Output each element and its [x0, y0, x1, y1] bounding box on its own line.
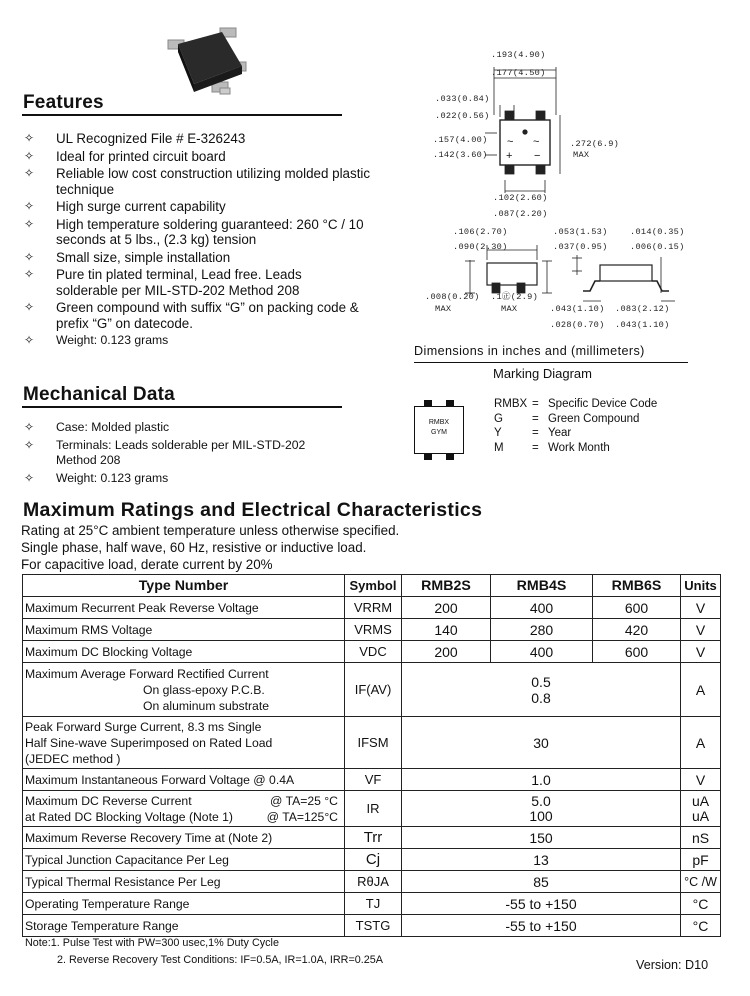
dim-text: .022(0.56): [435, 111, 490, 121]
table-cell: Maximum DC Reverse Current @ TA=25 °C at Rated DC Blocking Voltage (Note 1) @ TA=125°C: [23, 791, 345, 827]
table-cell: Operating Temperature Range: [23, 893, 345, 915]
mechanical-list: [22, 420, 342, 488]
table-cell: TJ: [345, 893, 402, 915]
chip-marking-line1: RMBX: [428, 419, 450, 426]
table-cell: 600: [593, 641, 681, 663]
feature-item: ✧ Reliable low cost construction utilizing molded plastic technique: [24, 166, 371, 197]
table-row: [23, 717, 721, 769]
table-cell: 5.0 100: [402, 791, 681, 827]
dim-text: .008(0.20): [425, 292, 480, 302]
table-cell: RθJA: [345, 871, 402, 893]
table-row: [23, 619, 721, 641]
col-header: RMB6S: [593, 575, 681, 597]
table-cell: Peak Forward Surge Current, 8.3 ms Single Half Sine-wave Superimposed on Rated Load (JEDEC method ): [23, 717, 345, 769]
col-header: Type Number: [23, 575, 345, 597]
dim-text: .157(4.00): [433, 135, 488, 145]
diamond-bullet-icon: ✧: [24, 420, 35, 434]
table-cell: °C: [681, 915, 721, 937]
table-cell: 400: [491, 597, 593, 619]
col-header: Units: [681, 575, 721, 597]
svg-text:~: ~: [533, 136, 540, 148]
table-cell: uA uA: [681, 791, 721, 827]
diamond-bullet-icon: ✧: [24, 166, 35, 180]
table-cell: IR: [345, 791, 402, 827]
table-cell: Cj: [345, 849, 402, 871]
legend-row: RMBX = Specific Device Code: [494, 398, 658, 410]
table-cell: Maximum DC Blocking Voltage: [23, 641, 345, 663]
dim-text: .177(4.50): [491, 68, 546, 78]
table-cell: 420: [593, 619, 681, 641]
table-cell: IF(AV): [345, 663, 402, 717]
product-photo: [160, 22, 260, 100]
table-cell: 1.0: [402, 769, 681, 791]
table-cell: Maximum Recurrent Peak Reverse Voltage: [23, 597, 345, 619]
table-cell: V: [681, 769, 721, 791]
version-label: Version: D10: [636, 958, 709, 972]
dimensions-caption-rule: [414, 362, 688, 363]
diamond-bullet-icon: ✧: [24, 437, 35, 452]
marking-legend: [494, 397, 657, 455]
table-cell: A: [681, 663, 721, 717]
svg-text:~: ~: [507, 136, 514, 148]
table-cell: 280: [491, 619, 593, 641]
table-cell: 150: [402, 827, 681, 849]
dim-text: MAX: [573, 150, 590, 160]
table-row: [23, 871, 721, 893]
condition-line: For capacitive load, derate current by 20%: [21, 557, 273, 572]
note-1: Note:1. Pulse Test with PW=300 usec,1% Duty Cycle: [25, 937, 279, 949]
marking-chip: [414, 400, 464, 460]
dim-text: .043(1.10): [550, 304, 605, 314]
table-cell: Typical Junction Capacitance Per Leg: [23, 849, 345, 871]
dim-text: .193(4.90): [491, 50, 546, 60]
ratings-title: Maximum Ratings and Electrical Characteristics: [23, 499, 483, 521]
dim-text: .1㊣(2.9): [491, 292, 539, 302]
table-cell: 0.5 0.8: [402, 663, 681, 717]
table-cell: A: [681, 717, 721, 769]
table-cell: nS: [681, 827, 721, 849]
dim-text: .087(2.20): [493, 209, 548, 219]
mechanical-item: ✧ Weight: 0.123 grams: [24, 470, 169, 485]
table-cell: TSTG: [345, 915, 402, 937]
table-cell: pF: [681, 849, 721, 871]
dim-text: .272(6.9): [570, 139, 620, 149]
table-cell: Maximum Instantaneous Forward Voltage @ 0.4A: [23, 769, 345, 791]
dim-text: .083(2.12): [615, 304, 670, 314]
dim-text: MAX: [501, 304, 518, 314]
dim-text: .053(1.53): [553, 227, 608, 237]
features-list: [22, 131, 382, 351]
feature-item: ✧ High surge current capability: [24, 199, 226, 214]
table-row: [23, 849, 721, 871]
diamond-bullet-icon: ✧: [24, 267, 35, 281]
legend-row: Y = Year: [494, 427, 572, 440]
table-cell: °C /W: [681, 871, 721, 893]
dim-text: .106(2.70): [453, 227, 508, 237]
svg-text:−: −: [534, 150, 541, 162]
ratings-conditions: [21, 522, 399, 573]
feature-item: ✧ Ideal for printed circuit board: [24, 148, 226, 164]
table-row: [23, 597, 721, 619]
table-row: [23, 641, 721, 663]
svg-text:+: +: [506, 150, 513, 162]
diamond-bullet-icon: ✧: [24, 470, 35, 485]
dim-text: .028(0.70): [550, 320, 605, 330]
table-cell: Maximum Reverse Recovery Time at (Note 2): [23, 827, 345, 849]
features-rule: [22, 114, 342, 116]
diamond-bullet-icon: ✧: [24, 249, 35, 264]
table-cell: VF: [345, 769, 402, 791]
table-cell: 85: [402, 871, 681, 893]
table-cell: V: [681, 641, 721, 663]
dim-text: .014(0.35): [630, 227, 685, 237]
table-row: [23, 769, 721, 791]
table-cell: IFSM: [345, 717, 402, 769]
diamond-bullet-icon: ✧: [24, 333, 35, 347]
diamond-bullet-icon: ✧: [24, 300, 35, 314]
ratings-table: [22, 574, 721, 937]
dim-text: .006(0.15): [630, 242, 685, 252]
dimension-drawing: [425, 45, 735, 340]
col-header: RMB2S: [402, 575, 491, 597]
col-header: RMB4S: [491, 575, 593, 597]
legend-row: M = Work Month: [494, 441, 610, 454]
table-header-row: [23, 575, 721, 597]
dim-text: .090(2.30): [453, 242, 508, 252]
table-cell: 140: [402, 619, 491, 641]
feature-item: ✧ Small size, simple installation: [24, 249, 231, 265]
mechanical-rule: [22, 406, 342, 408]
features-title: Features: [23, 92, 104, 113]
condition-line: Rating at 25°C ambient temperature unless otherwise specified.: [21, 523, 400, 538]
diamond-bullet-icon: ✧: [24, 216, 35, 231]
dim-text: .142(3.60): [433, 150, 488, 160]
table-cell: 13: [402, 849, 681, 871]
col-header: Symbol: [345, 575, 402, 597]
feature-item: ✧ Pure tin plated terminal, Lead free. Leads solderable per MIL-STD-202 Method 208: [24, 267, 302, 298]
mechanical-title: Mechanical Data: [23, 384, 175, 405]
notes: [25, 935, 383, 969]
dimensions-caption: Dimensions in inches and (millimeters): [414, 344, 645, 358]
table-cell: 200: [402, 597, 491, 619]
diamond-bullet-icon: ✧: [24, 148, 35, 163]
table-cell: Trr: [345, 827, 402, 849]
table-row: [23, 915, 721, 937]
table-cell: Maximum Average Forward Rectified Current On glass-epoxy P.C.B. On aluminum substrate: [23, 663, 345, 717]
diamond-bullet-icon: ✧: [24, 131, 35, 145]
chip-marking-line2: GYM: [431, 429, 447, 436]
table-cell: Typical Thermal Resistance Per Leg: [23, 871, 345, 893]
table-cell: 600: [593, 597, 681, 619]
mechanical-item: ✧ Case: Molded plastic: [24, 420, 170, 434]
table-cell: -55 to +150: [402, 915, 681, 937]
table-cell: V: [681, 619, 721, 641]
table-cell: Maximum RMS Voltage: [23, 619, 345, 641]
table-cell: 200: [402, 641, 491, 663]
table-cell: °C: [681, 893, 721, 915]
table-cell: VRMS: [345, 619, 402, 641]
table-cell: 30: [402, 717, 681, 769]
dim-text: .102(2.60): [493, 193, 548, 203]
dim-text: MAX: [435, 304, 452, 314]
note-2: 2. Reverse Recovery Test Conditions: IF=0.5A, IR=1.0A, IRR=0.25A: [57, 954, 383, 966]
mechanical-item: ✧ Terminals: Leads solderable per MIL-STD-202 Method 208: [24, 437, 306, 467]
feature-item: ✧ Green compound with suffix “G” on packing code & prefix “G” on datecode.: [24, 300, 359, 331]
legend-row: G = Green Compound: [494, 412, 640, 425]
diamond-bullet-icon: ✧: [24, 199, 35, 213]
table-cell: V: [681, 597, 721, 619]
table-cell: VDC: [345, 641, 402, 663]
feature-item: ✧ UL Recognized File # E-326243: [24, 131, 246, 146]
table-row: [23, 827, 721, 849]
table-cell: -55 to +150: [402, 893, 681, 915]
dim-text: .037(0.95): [553, 242, 608, 252]
dim-text: .033(0.84): [435, 94, 490, 104]
table-row: [23, 791, 721, 827]
condition-line: Single phase, half wave, 60 Hz, resistive or inductive load.: [21, 540, 367, 555]
marking-title: Marking Diagram: [493, 366, 592, 381]
table-cell: Storage Temperature Range: [23, 915, 345, 937]
feature-item: ✧ Weight: 0.123 grams: [24, 333, 169, 347]
table-cell: VRRM: [345, 597, 402, 619]
table-row: [23, 663, 721, 717]
table-cell: 400: [491, 641, 593, 663]
feature-item: ✧ High temperature soldering guaranteed: 260 °C / 10 seconds at 5 lbs., (2.3 kg) tension: [24, 216, 364, 247]
table-row: [23, 893, 721, 915]
dim-text: .043(1.10): [615, 320, 670, 330]
